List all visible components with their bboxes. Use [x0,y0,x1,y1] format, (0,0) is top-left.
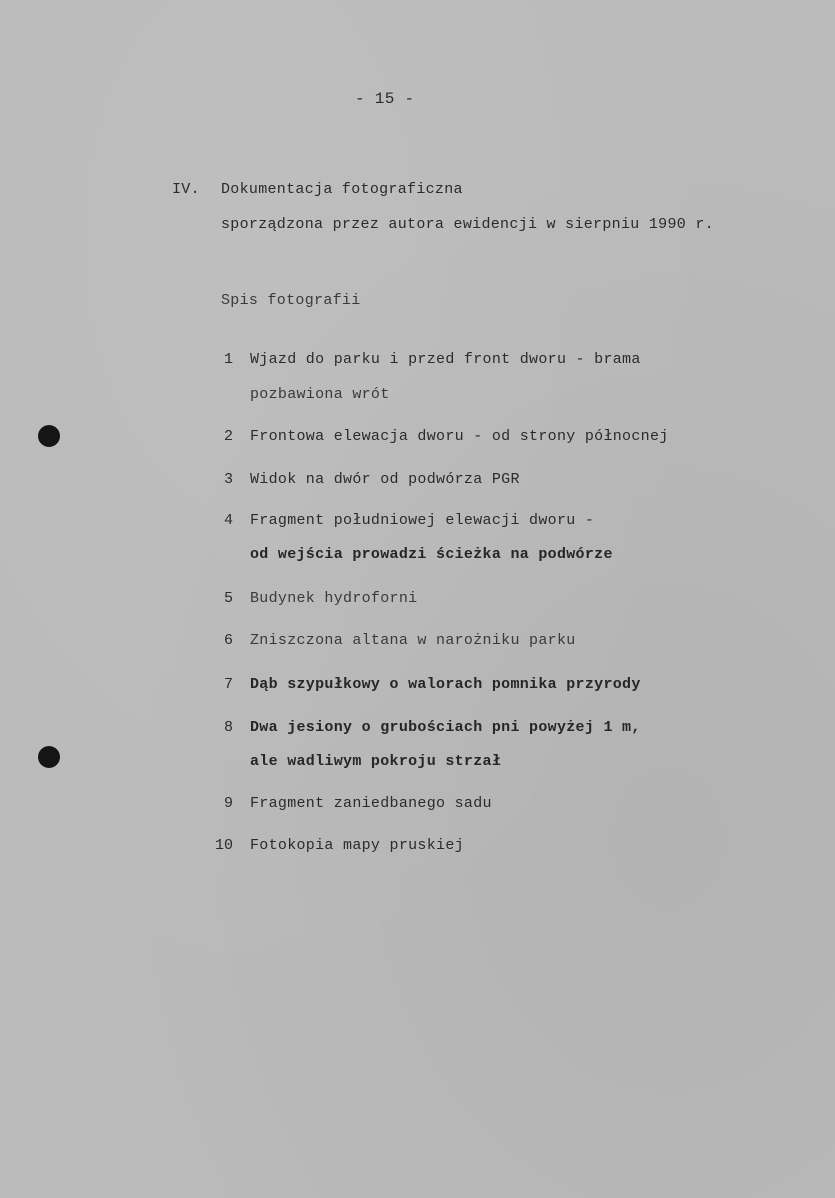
photo-caption-4-line1: Fragment południowej elewacji dworu - [250,512,595,529]
photo-caption-1-line1: Wjazd do parku i przed front dworu - brama [250,351,641,368]
photo-caption-4-line2: od wejścia prowadzi ścieżka na podwórze [250,546,613,563]
photo-number-9: 9 [223,795,233,812]
photo-number-7: 7 [223,676,233,693]
photo-number-5: 5 [223,590,233,607]
photo-caption-2: Frontowa elewacja dworu - od strony północnej [250,428,669,445]
photo-caption-3: Widok na dwór od podwórza PGR [250,471,520,488]
photo-caption-6: Zniszczona altana w narożniku parku [250,632,576,649]
photo-number-2: 2 [223,428,233,445]
photo-number-10: 10 [214,837,233,854]
page-number: - 15 - [355,90,415,108]
list-heading: Spis fotografii [221,292,361,309]
photo-number-6: 6 [223,632,233,649]
photo-caption-9: Fragment zaniedbanego sadu [250,795,492,812]
photo-caption-8-line2: ale wadliwym pokroju strzał [250,753,502,770]
photo-number-3: 3 [223,471,233,488]
photo-number-1: 1 [223,351,233,368]
punch-hole-bottom [38,746,60,768]
photo-caption-7: Dąb szypułkowy o walorach pomnika przyrody [250,676,641,693]
photo-caption-10: Fotokopia mapy pruskiej [250,837,464,854]
section-numeral: IV. [172,181,200,198]
section-title-line2: sporządzona przez autora ewidencji w sierpniu 1990 r. [221,216,714,233]
photo-number-4: 4 [223,512,233,529]
photo-caption-8-line1: Dwa jesiony o grubościach pni powyżej 1 m, [250,719,641,736]
section-title-line1: Dokumentacja fotograficzna [221,181,463,198]
photo-caption-5: Budynek hydroforni [250,590,418,607]
photo-number-8: 8 [223,719,233,736]
punch-hole-top [38,425,60,447]
photo-caption-1-line2: pozbawiona wrót [250,386,390,403]
